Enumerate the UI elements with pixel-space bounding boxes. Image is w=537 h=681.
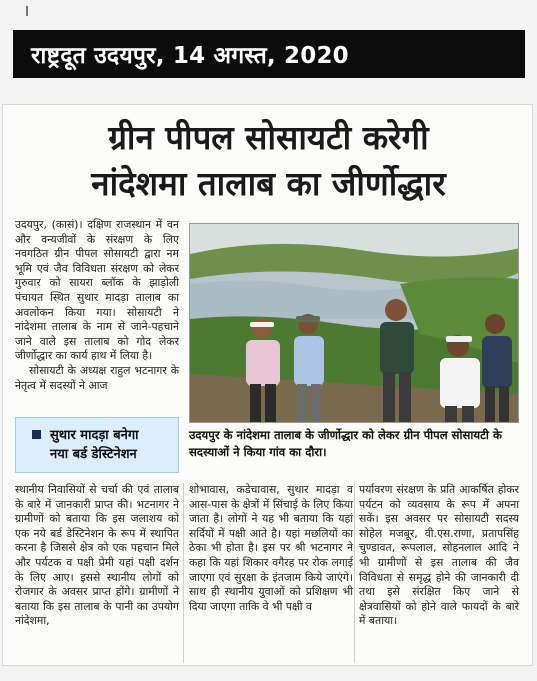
article-column-2: शोभावास, कडेचावास, सुथार मादड़ा व आस-पास के क्षेत्रों में सिंचाई के लिए किया जाता है। लोगों ने यह भी बताया कि यहां सर्दियों में पक्षी आते है। यहां मछलियों का ठेका भी होता है। इस पर श्री भटनागर ने कहा कि यहां शिकार वगैरह पर रोक लगाई जाएगा एवं सुरक्षा के इंतजाम किये जाएंगे। साथ ही स्थानीय युवाओं को प्रशिक्षण भी दिया जाएगा ताकि वे भी पक्षी व [189,483,353,613]
subheading-line-1: सुथार मादड़ा बनेगा [50,428,139,443]
photo-illustration [190,224,519,423]
lead-paragraph-1: उदयपुर, (कासं)। दक्षिण राजस्थान में वन और वन्यजीवों के संरक्षण के लिए नवगठित ग्रीन पीपल सोसायटी द्वारा नम भूमि एवं जैव विविधता संरक्षण को लेकर गुरुवार को सायरा ब्लॉक के झाड़ोली पंचायत स्थित सुथार मादड़ा तालाब का अवलोकन किया गया। सोसायटी ने नांदेशमा तालाब के नाम से जाने-पहचाने जाने वाले इस तालाब को गोद लेकर जीर्णोद्धार का कार्य हाथ में लिया है। [15,218,179,363]
subheading-text [50,426,139,464]
lead-paragraph-2: सोसायटी के अध्यक्ष राहुल भटनागर के नेतृत्व में सदस्यों ने आज [15,363,179,392]
headline-line-1: ग्रीन पीपल सोसायटी करेगी [108,118,429,157]
article-column-3: पर्यावरण संरक्षण के प्रति आकर्षित होकर पर्यटन को व्यवसाय के रूप में अपना सकें। इस अवसर पर सोसायटी सदस्य सोहेल मजबूर, वी.एस.राणा, प्रतापसिंह चुण्डावत, रूपलाल, सोहनलाल आदि ने भी ग्रामीणों से इस तालाब की जैव विविधता से समृद्ध होने की जानकारी दी तथा इसे संरक्षित किए जाने से क्षेत्रवासियों को होने वाले फायदों के बारे में बताया। [359,483,519,628]
subheading-line-2: नया बर्ड डेस्टिनेशन [50,447,137,462]
bullet-square-icon [32,430,41,439]
news-clipping [2,104,533,666]
newspaper-dateline-banner [13,30,525,78]
headline [3,115,534,207]
column-divider [354,483,355,663]
headline-line-2: नांदेशमा तालाब का जीर्णोद्धार [91,164,446,203]
subheading-box [15,417,179,473]
news-photo [189,223,519,423]
photo-caption: उदयपुर के नांदेशमा तालाब के जीर्णोद्धार को लेकर ग्रीन पीपल सोसायटी के सदस्याओं ने किया गांव का दौरा। [189,428,502,459]
page-edge-mark [26,6,28,16]
column-divider [183,483,184,663]
dateline-text: राष्ट्रदूत उदयपुर, 14 अगस्त, 2020 [31,43,349,69]
article-column-1: स्थानीय निवासियों से चर्चा की एवं तालाब के बारे में जानकारी प्राप्त की। भटनागर ने ग्रामीणों को बताया कि इस जलाशय को एक नये बर्ड डेस्टिनेशन के रूप में स्थापित करना है जिससे क्षेत्र को एक पहचान मिले और पर्यटक व पक्षी प्रेमी यहां पक्षी दर्शन के लिए आए। इससे स्थानीय लोगों को रोजगार के अवसर प्राप्त होंगे। ग्रामीणों ने बताया कि इस तालाब के पानी का उपयोग नांदेशमा, [15,483,179,628]
lead-column [15,218,179,393]
